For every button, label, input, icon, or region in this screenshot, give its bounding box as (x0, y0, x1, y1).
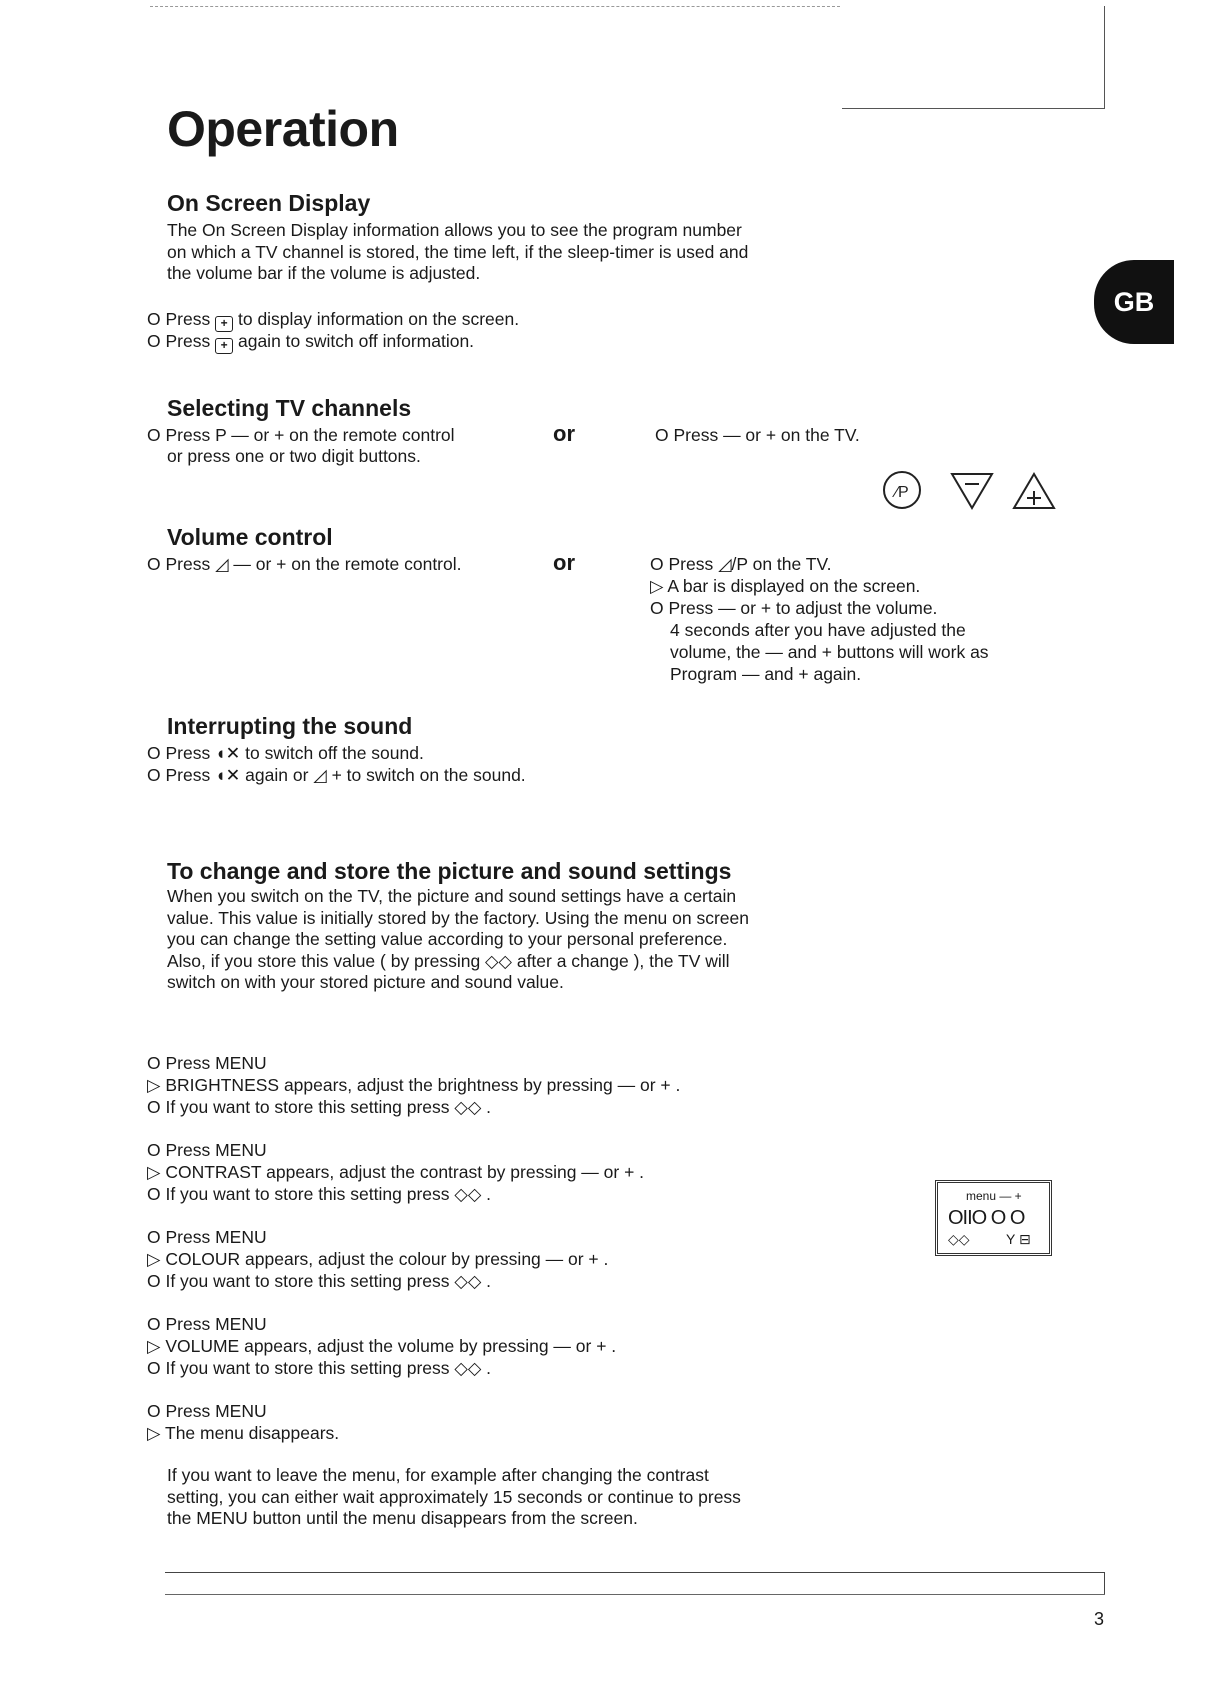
top-rule (150, 6, 840, 7)
bottom-rule (165, 1572, 1105, 1573)
language-badge: GB (1094, 260, 1174, 344)
channels-left-2: or press one or two digit buttons. (167, 446, 421, 466)
volume-right-4: 4 seconds after you have adjusted the (670, 620, 966, 640)
menu-step: O If you want to store this setting press ◇◇ . (147, 1097, 492, 1117)
svg-text:⁄P: ⁄P (895, 484, 909, 501)
volume-left: O Press ◿ — or + on the remote control. (147, 554, 462, 574)
volume-right-1: O Press ◿/P on the TV. (650, 554, 832, 574)
bottom-rule (165, 1594, 1105, 1595)
antenna-icon: Y ⊟ (1006, 1231, 1031, 1247)
menu-step: ▷ COLOUR appears, adjust the colour by pressing — or + . (147, 1249, 609, 1269)
bottom-rule-end (1104, 1572, 1105, 1594)
tv-buttons-icons (880, 466, 1060, 514)
volume-right-2: ▷ A bar is displayed on the screen. (650, 576, 921, 596)
menu-step: ▷ The menu disappears. (147, 1423, 340, 1443)
channels-left-1: O Press P — or + on the remote control (147, 425, 455, 445)
top-right-box (842, 6, 1105, 109)
menu-step: O Press MENU (147, 1314, 267, 1334)
settings-footer: If you want to leave the menu, for example after changing the contrast setting, you can either wait approximately 15 seconds or continue to press the MENU button until the menu disappears from the screen. (167, 1465, 741, 1528)
store-icon: ◇◇ (948, 1231, 970, 1247)
page-number: 3 (1094, 1609, 1105, 1629)
tv-control-panel-illustration (935, 1180, 1052, 1256)
menu-step: ▷ VOLUME appears, adjust the volume by pressing — or + . (147, 1336, 617, 1356)
volume-right-5: volume, the — and + buttons will work as (670, 642, 989, 662)
menu-step: ▷ CONTRAST appears, adjust the contrast by pressing — or + . (147, 1162, 645, 1182)
interrupt-heading: Interrupting the sound (167, 713, 413, 739)
osd-step-2: O Press + again to switch off information. (147, 331, 475, 352)
menu-step: ▷ BRIGHTNESS appears, adjust the brightness by pressing — or + . (147, 1075, 681, 1095)
panel-buttons-row: OIIO O O (948, 1207, 1025, 1229)
down-button-icon (952, 474, 992, 508)
volume-heading: Volume control (167, 524, 333, 550)
channels-or: or (553, 421, 575, 446)
page-title: Operation (167, 101, 399, 157)
volume-right-3: O Press — or + to adjust the volume. (650, 598, 938, 618)
interrupt-line-2: O Press ◖✕ again or ◿ + to switch on the sound. (147, 765, 526, 785)
volume-or: or (553, 550, 575, 575)
osd-heading: On Screen Display (167, 190, 371, 216)
interrupt-line-1: O Press ◖✕ to switch off the sound. (147, 743, 424, 763)
menu-step: O Press MENU (147, 1140, 267, 1160)
settings-heading: To change and store the picture and sound settings (167, 858, 732, 884)
menu-step: O Press MENU (147, 1053, 267, 1073)
channels-right: O Press — or + on the TV. (655, 425, 860, 445)
settings-body: When you switch on the TV, the picture and sound settings have a certain value. This value is initially stored by the factory. Using the menu on screen you can change the setting value according to your personal preference. Also, if you store this value ( by pressing ◇◇ after a change ), the TV will switch on with your stored picture and sound value. (167, 886, 750, 992)
menu-step: O If you want to store this setting press ◇◇ . (147, 1358, 492, 1378)
volume-right-6: Program — and + again. (670, 664, 862, 684)
osd-step-1: O Press + to display information on the screen. (147, 309, 520, 330)
osd-body: The On Screen Display information allows you to see the program number on which a TV channel is stored, the time left, if the sleep-timer is used and the volume bar if the volume is adjusted. (167, 220, 749, 283)
info-key-icon: + (215, 338, 233, 354)
panel-menu-label: menu — + (966, 1189, 1022, 1203)
mute-program-button-icon (884, 472, 920, 508)
menu-step: O Press MENU (147, 1401, 267, 1421)
menu-step: O If you want to store this setting press ◇◇ . (147, 1184, 492, 1204)
menu-step: O If you want to store this setting press ◇◇ . (147, 1271, 492, 1291)
info-key-icon: + (215, 316, 233, 332)
channels-heading: Selecting TV channels (167, 395, 412, 421)
up-button-icon (1014, 474, 1054, 508)
menu-step: O Press MENU (147, 1227, 267, 1247)
